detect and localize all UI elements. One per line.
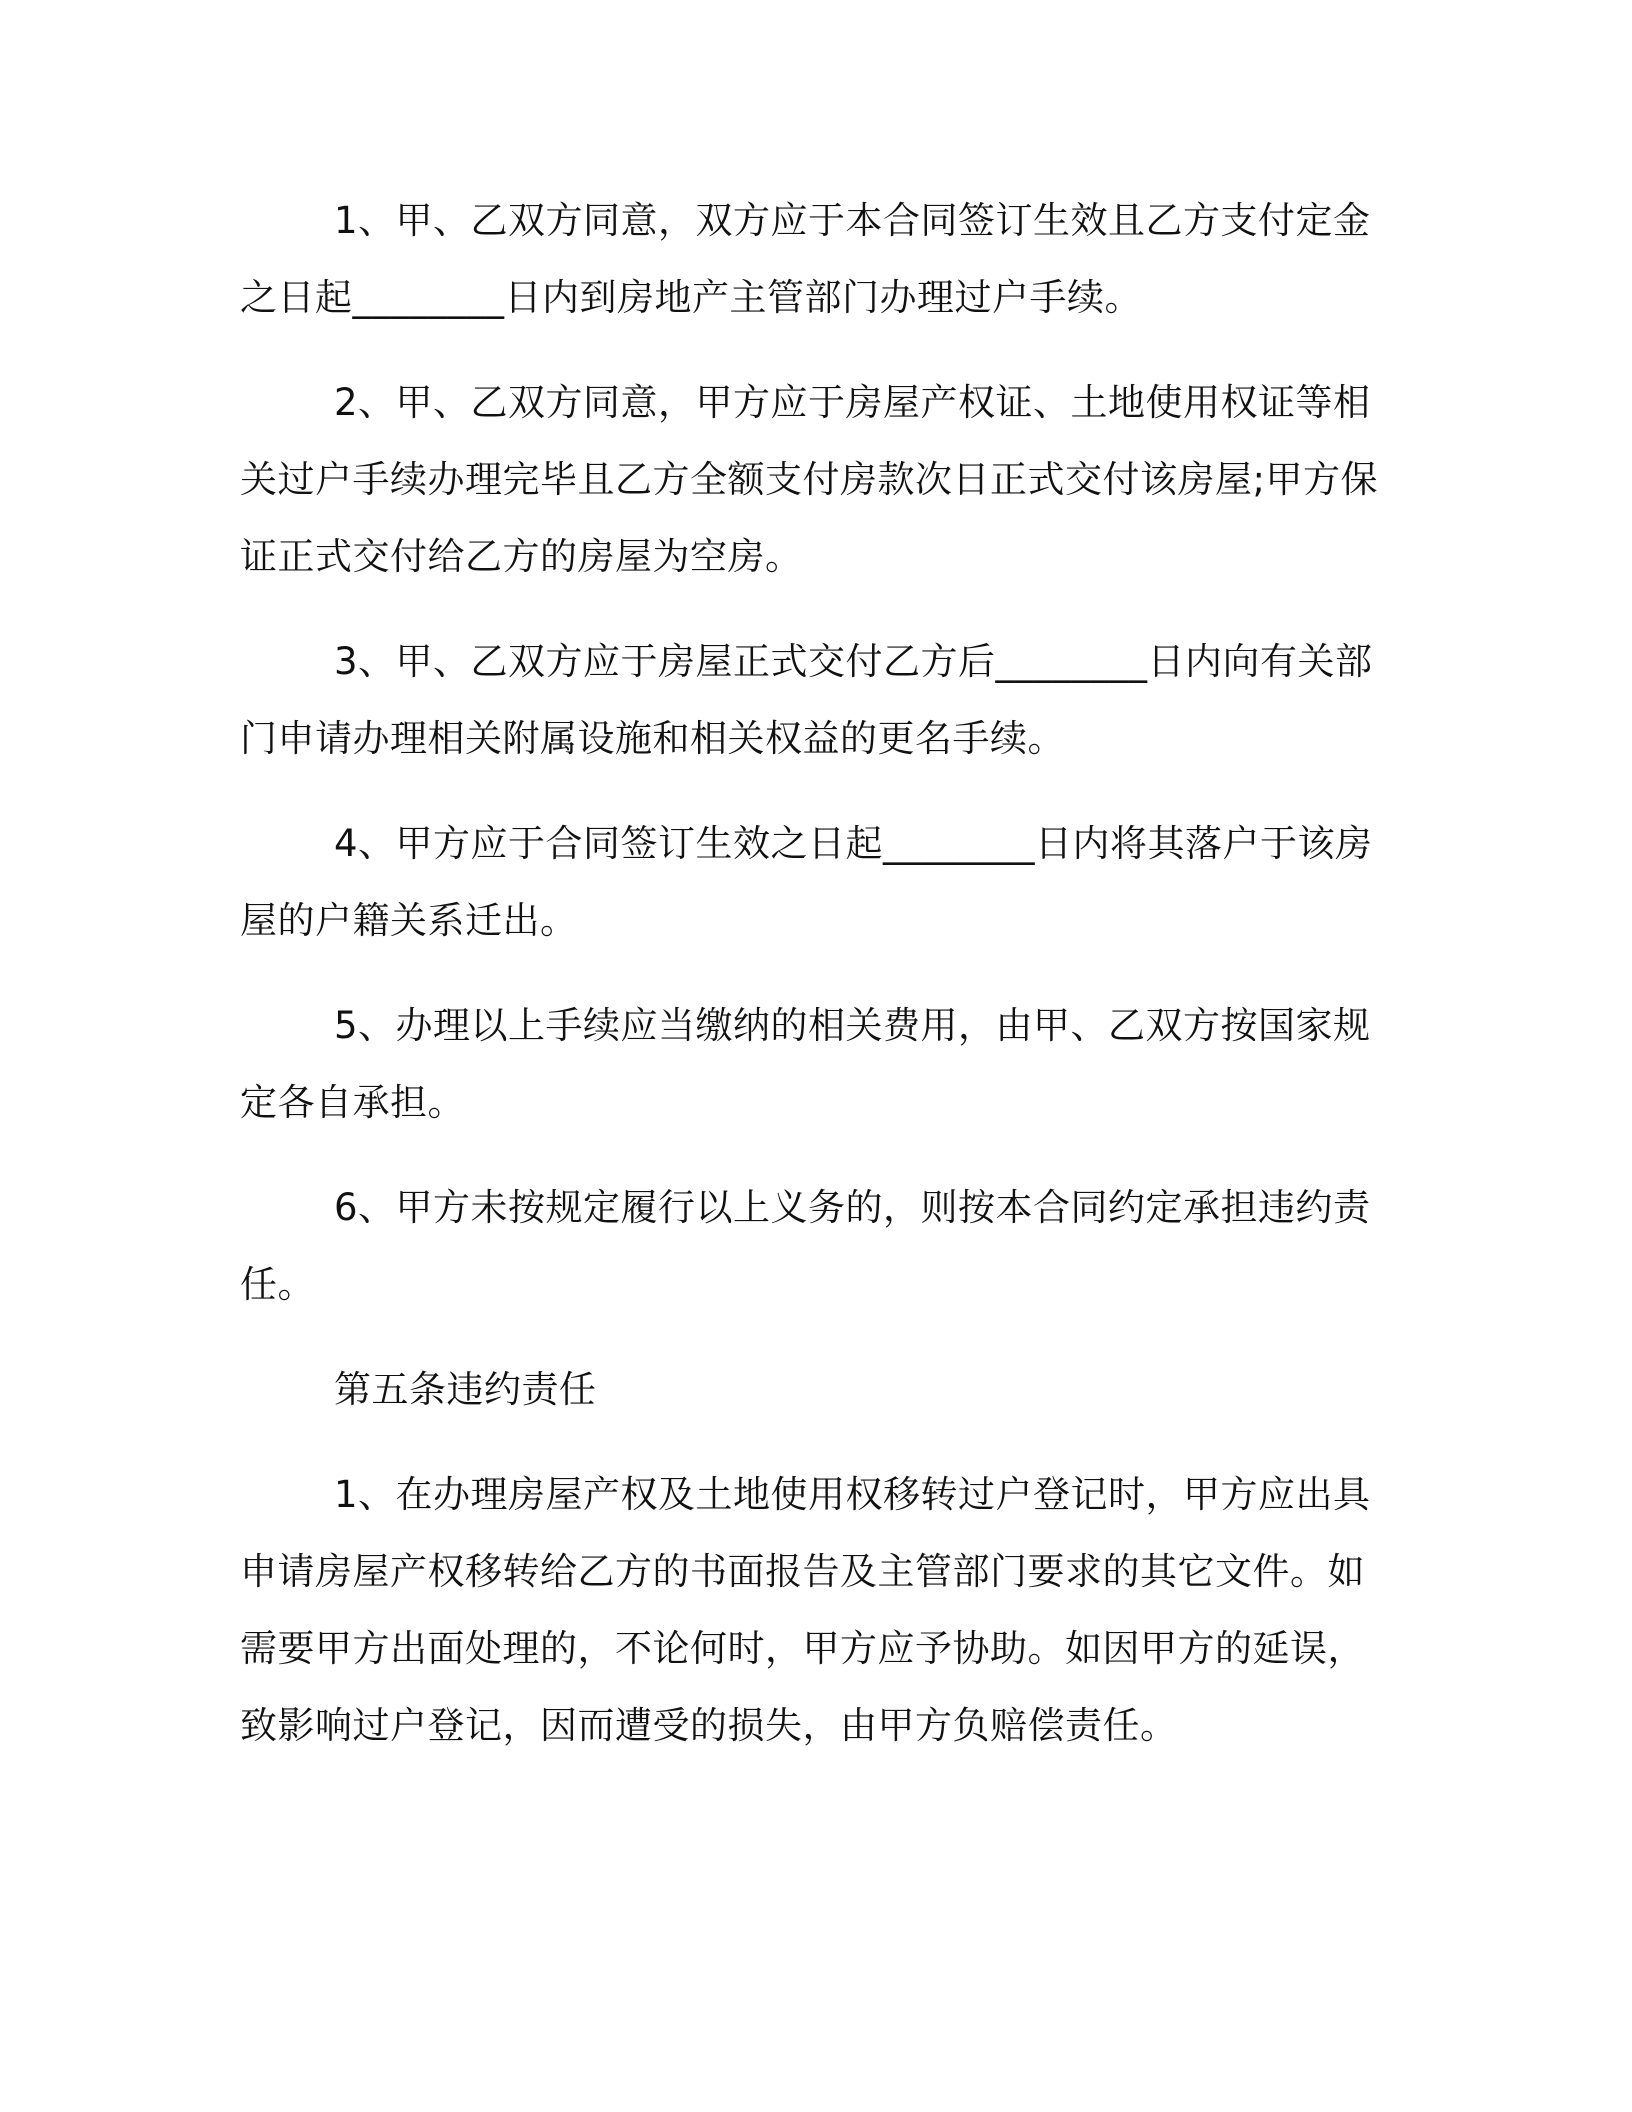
clause-paragraph-3: 3、甲、乙双方应于房屋正式交付乙方后________日内向有关部门申请办理相关附属设施和相关权益的更名手续。 xyxy=(240,640,1373,760)
document-body xyxy=(240,182,1380,1792)
clause-paragraph-6: 6、甲方未按规定履行以上义务的，则按本合同约定承担违约责任。 xyxy=(240,1186,1371,1306)
clause-paragraph-1: 1、甲、乙双方同意，双方应于本合同签订生效且乙方支付定金之日起________日内到房地产主管部门办理过户手续。 xyxy=(240,199,1371,319)
clause-paragraph-2: 2、甲、乙双方同意，甲方应于房屋产权证、土地使用权证等相关过户手续办理完毕且乙方全额支付房款次日正式交付该房屋;甲方保证正式交付给乙方的房屋为空房。 xyxy=(240,381,1378,578)
clause-paragraph-4: 4、甲方应于合同签订生效之日起________日内将其落户于该房屋的户籍关系迁出。 xyxy=(240,822,1373,942)
clause-paragraph-5: 5、办理以上手续应当缴纳的相关费用，由甲、乙双方按国家规定各自承担。 xyxy=(240,1004,1371,1124)
section-heading: 第五条违约责任 xyxy=(334,1368,597,1411)
liability-paragraph-1: 1、在办理房屋产权及土地使用权移转过户登记时，甲方应出具申请房屋产权移转给乙方的书面报告及主管部门要求的其它文件。如需要甲方出面处理的，不论何时，甲方应予协助。如因甲方的延误，致影响过户登记，因而遭受的损失，由甲方负赔偿责任。 xyxy=(240,1473,1371,1747)
